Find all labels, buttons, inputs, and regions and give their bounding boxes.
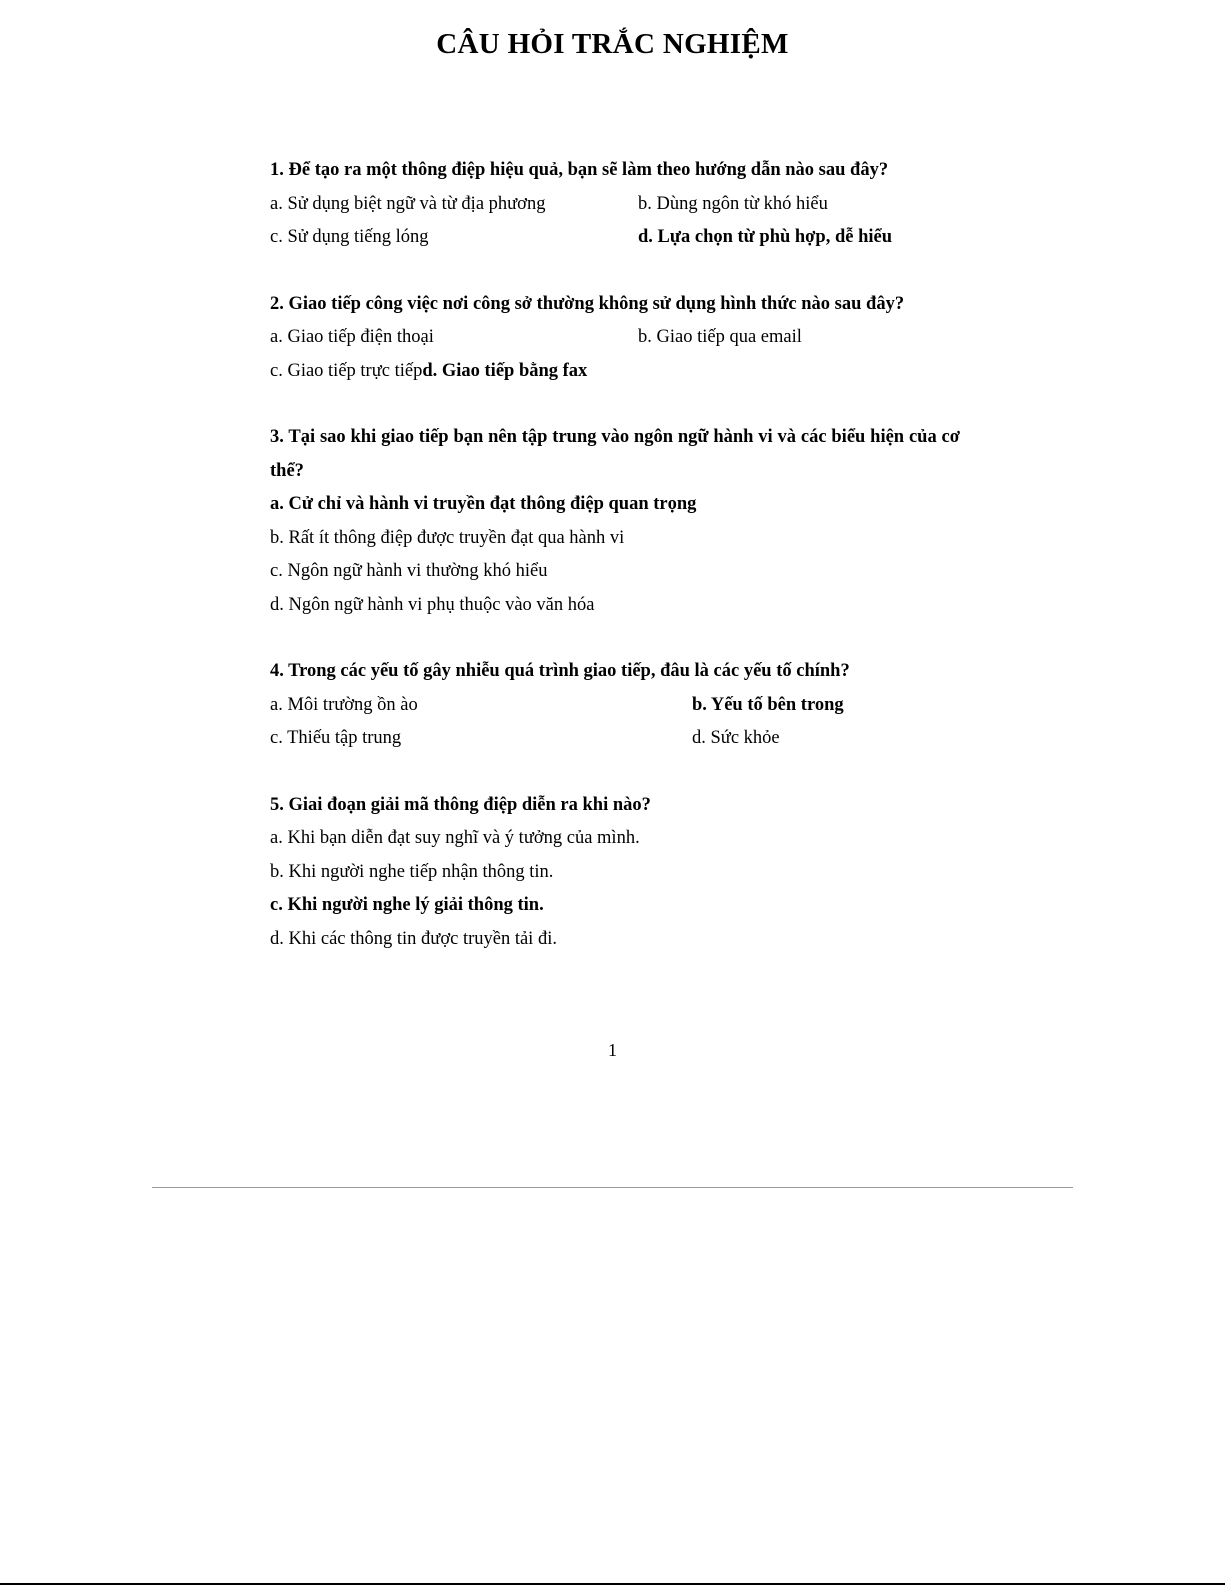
question-3 — [270, 421, 960, 622]
answer-option-c: c. Thiếu tập trung — [270, 728, 402, 748]
answer-option-a: a. Khi bạn diễn đạt suy nghĩ và ý tưởng của mình. — [270, 828, 640, 848]
answer-option-a: a. Giao tiếp điện thoại — [270, 327, 434, 347]
answer-option-a: a. Môi trường ồn ào — [270, 694, 418, 715]
question-4 — [270, 655, 960, 756]
question-text: 2. Giao tiếp công việc nơi công sở thường không sử dụng hình thức nào sau đây? — [270, 293, 905, 314]
answer-row — [270, 355, 960, 389]
question-text: 3. Tại sao khi giao tiếp bạn nên tập trung vào ngôn ngữ hành vi và các biểu hiện của cơ thể? — [270, 427, 960, 481]
question-text: 4. Trong các yếu tố gây nhiễu quá trình giao tiếp, đâu là các yếu tố chính? — [270, 661, 850, 681]
answer-row — [270, 221, 960, 255]
answer-option-c: c. Giao tiếp trực tiếp — [270, 360, 423, 381]
page-divider — [152, 1187, 1073, 1188]
answer-option-d: d. Khi các thông tin được truyền tải đi. — [270, 928, 557, 949]
question-5 — [270, 789, 960, 957]
answer-option-c: c. Ngôn ngữ hành vi thường khó hiểu — [270, 561, 548, 581]
answer-option-b: b. Dùng ngôn từ khó hiểu — [638, 193, 828, 214]
answer-option-a: a. Sử dụng biệt ngữ và từ địa phương — [270, 193, 546, 214]
answer-option-b: b. Giao tiếp qua email — [638, 327, 802, 347]
question-text: 1. Để tạo ra một thông điệp hiệu quả, bạn sẽ làm theo hướng dẫn nào sau đây? — [270, 160, 889, 180]
quiz-content — [270, 154, 960, 989]
answer-row — [270, 722, 960, 756]
answer-row — [270, 689, 960, 723]
answer-option-d: d. Sức khỏe — [692, 728, 780, 748]
answer-option-a-correct: a. Cử chỉ và hành vi truyền đạt thông điệp quan trọng — [270, 494, 697, 514]
question-text: 5. Giai đoạn giải mã thông điệp diễn ra khi nào? — [270, 794, 651, 815]
question-2 — [270, 288, 960, 389]
answer-option-d-correct: d. Giao tiếp bằng fax — [422, 360, 588, 381]
answer-option-d: d. Ngôn ngữ hành vi phụ thuộc vào văn hóa — [270, 594, 595, 615]
answer-option-c-correct: c. Khi người nghe lý giải thông tin. — [270, 895, 544, 915]
answer-option-c: c. Sử dụng tiếng lóng — [270, 227, 429, 247]
answer-option-b: b. Rất ít thông điệp được truyền đạt qua hành vi — [270, 527, 625, 548]
answer-option-b-correct: b. Yếu tố bên trong — [692, 694, 844, 715]
answer-row — [270, 321, 960, 355]
answer-row — [270, 188, 960, 222]
answer-option-d-correct: d. Lựa chọn từ phù hợp, dễ hiểu — [638, 227, 893, 247]
page-title: CÂU HỎI TRẮC NGHIỆM — [436, 28, 789, 60]
answer-option-b: b. Khi người nghe tiếp nhận thông tin. — [270, 861, 554, 882]
page-number: 1 — [608, 1040, 617, 1060]
question-1 — [270, 154, 960, 255]
